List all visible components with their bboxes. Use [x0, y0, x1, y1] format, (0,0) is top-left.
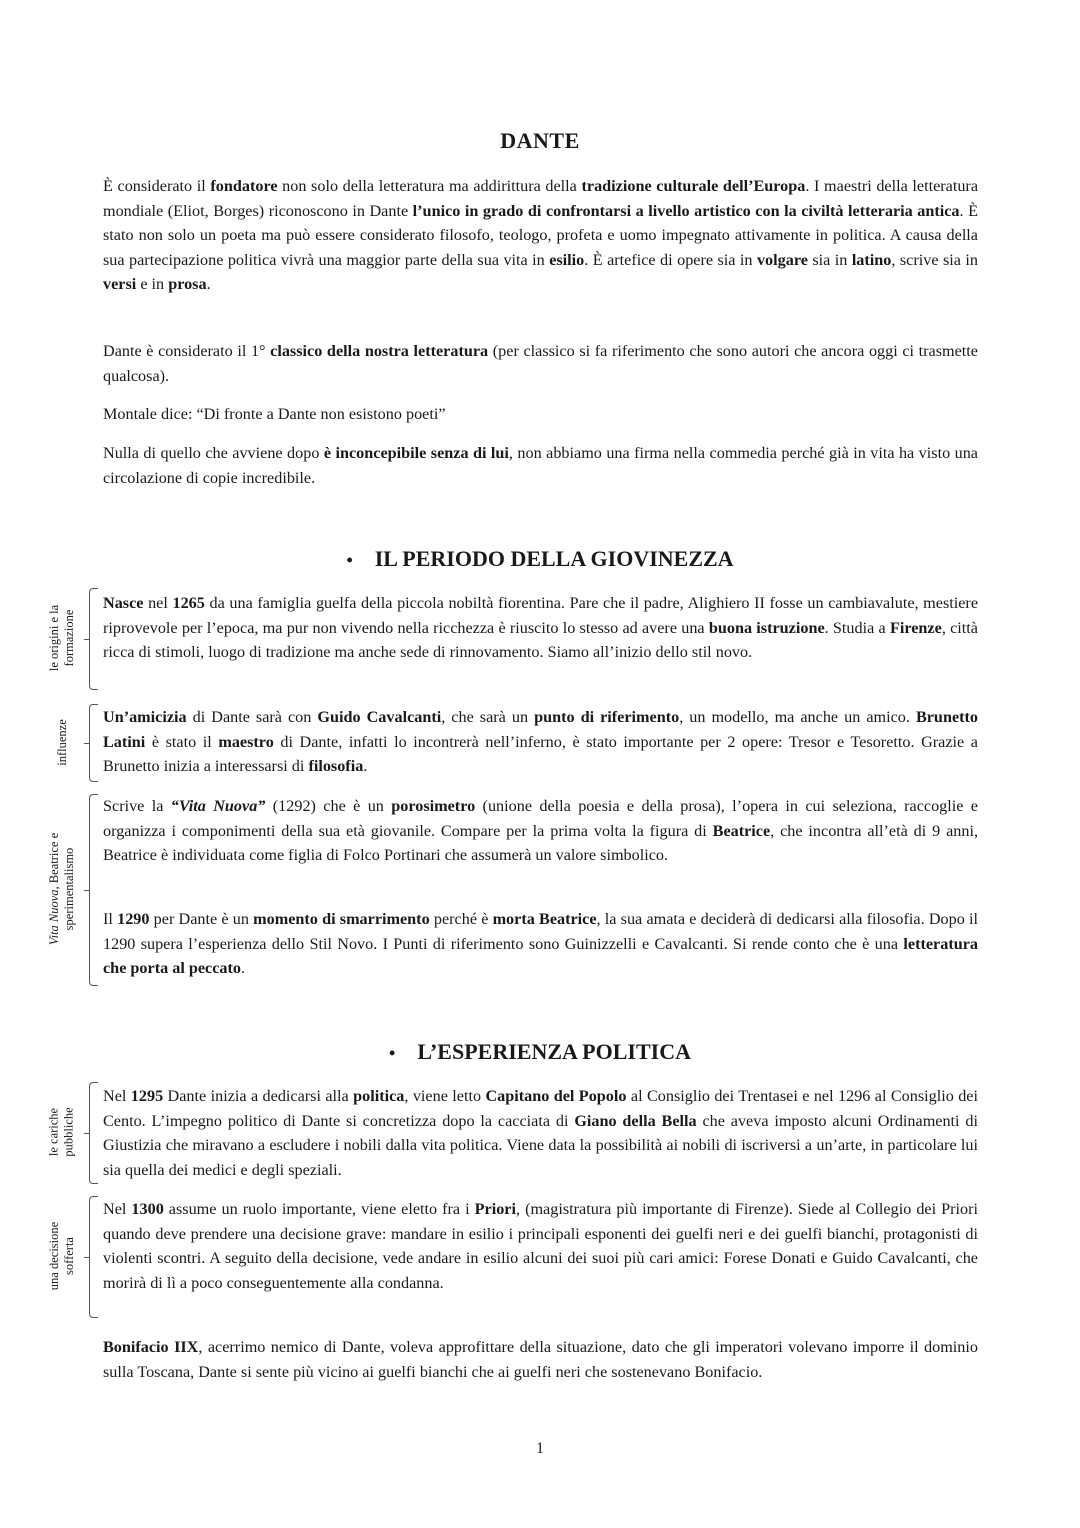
side-note-line: una decisione [47, 1221, 62, 1291]
text-run: nel [143, 594, 173, 612]
bullet-icon: • [389, 1043, 396, 1063]
text-run: politica [353, 1087, 405, 1105]
side-note-line: influenze [54, 718, 69, 766]
side-note-decisione [34, 1196, 90, 1316]
text-run: non solo della letteratura ma addirittura della [277, 177, 582, 195]
paragraph-amicizia [103, 705, 978, 779]
text-run: al Consiglio dei Trentasei e nel 1296 al Consiglio dei Cento. L’impegno politico di Dante si concretizza dopo la cacciata di [103, 1087, 978, 1130]
text-run: , la sua amata e deciderà di dedicarsi alla filosofia. Dopo il 1290 supera l’esperienza dello Stil Novo. I Punti di riferimento sono Guinizzelli e Cavalcanti. Si rende conto che è una [103, 910, 978, 953]
side-note-line: sperimentalismo [62, 847, 77, 931]
side-note-origini [34, 588, 90, 688]
side-note-cariche [34, 1082, 90, 1182]
text-run: sia in [807, 250, 852, 269]
text-run: Giano della Bella [574, 1111, 697, 1130]
text-run: assume un ruolo importante, viene eletto fra i [163, 1200, 475, 1218]
margin-bracket [89, 1196, 98, 1318]
text-run: da una famiglia guelfa della piccola nobiltà fiorentina. Pare che il padre, Alighiero II fosse un cambiavalute, mestiere riprovevole per l’epoca, ma pur non vivendo nella ricchezza è riuscito lo stesso ad avere una [103, 594, 979, 637]
text-run: Beatrice [712, 821, 771, 840]
text-run: esilio [549, 250, 585, 269]
paragraph-1300 [103, 1197, 978, 1295]
text-run: porosimetro [391, 797, 476, 815]
text-run: di Dante sarà con [186, 708, 318, 726]
text-run: buona istruzione [708, 618, 825, 637]
text-run: , acerrimo nemico di Dante, voleva approfittare della situazione, dato che gli imperatori volevano imporre il dominio sulla Toscana, Dante si sente più vicino ai guelfi bianchi che ai guelfi neri che sostenevano Bonifacio. [103, 1338, 978, 1381]
text-run: fondatore [210, 177, 278, 195]
text-run: volgare [756, 250, 808, 269]
text-run: , che incontra all’età di 9 anni, Beatrice è individuata come figlia di Folco Portinari che assumerà un valore simbolico. [103, 821, 978, 865]
text-run: Guido Cavalcanti [317, 708, 442, 726]
side-note-line: le cariche [46, 1107, 61, 1157]
text-run: (per classico si fa riferimento che sono autori che ancora oggi ci trasmette qualcosa). [103, 342, 978, 385]
text-run: che aveva imposto alcuni Ordinamenti di Giustizia che miravano a escludere i nobili dalla vita politica. Viene data la possibilità ai nobili di iscriversi a un’arte, in particolare lui sia quella dei medici e degli speziali. [103, 1111, 978, 1179]
text-run: 1295 [130, 1087, 164, 1105]
page-number: 1 [536, 1440, 544, 1457]
text-run: . [206, 275, 211, 294]
text-run: Brunetto Latini [103, 708, 978, 751]
intro-paragraph-4 [103, 441, 978, 490]
text-run: filosofia [308, 757, 364, 776]
section-heading-text: L’ESPERIENZA POLITICA [417, 1039, 691, 1064]
text-run: classico della nostra letteratura [270, 342, 489, 360]
text-run: di Dante, infatti lo incontrerà nell’inferno, è stato importante per 2 opere: Tresor e Tesoretto. Grazie a Brunetto inizia a interessarsi di [103, 732, 978, 776]
text-run: Dante è considerato il 1° [103, 342, 271, 360]
text-run: Nasce [103, 594, 144, 612]
text-run: 1300 [131, 1200, 164, 1218]
text-run: latino [851, 250, 892, 269]
side-note-line: sofferta [62, 1237, 77, 1275]
margin-bracket [89, 1082, 98, 1184]
text-run: 1265 [172, 594, 205, 612]
text-run: Nel [103, 1087, 131, 1105]
text-run: , non abbiamo una firma nella commedia perché già in vita ha visto una circolazione di copie incredibile. [103, 444, 978, 487]
text-run: morta Beatrice [492, 910, 597, 928]
text-run: , città ricca di stimoli, luogo di tradizione ma anche sede di rinnovamento. Siamo all’inizio dello stil novo. [103, 618, 978, 662]
text-run: è stato il [145, 732, 219, 751]
text-run: , un modello, ma anche un amico. [679, 708, 916, 726]
section-heading-giovinezza [0, 546, 1080, 572]
text-run: . È artefice di opere sia in [584, 250, 757, 269]
text-run: , che sarà un [441, 708, 535, 726]
side-note-line: Vita Nuova, Beatrice e [47, 832, 62, 946]
text-run: tradizione culturale dell’Europa [581, 177, 806, 195]
paragraph-1290 [103, 907, 978, 981]
text-run: Il [103, 910, 118, 928]
text-run: perché è [429, 910, 493, 928]
text-run: l’unico in grado di confrontarsi a livello artistico con la civiltà letteraria antica [412, 201, 960, 220]
intro-paragraph-1 [103, 174, 978, 297]
paragraph-nascita [103, 591, 978, 665]
paragraph-bonifacio [103, 1335, 978, 1384]
text-run: Priori [474, 1200, 516, 1218]
text-run: letteratura che porta al peccato [103, 934, 978, 978]
text-run: . [363, 757, 368, 776]
text-run: . Studia a [824, 618, 890, 637]
text-run: maestro [218, 732, 274, 751]
intro-paragraph-3 [103, 402, 978, 427]
intro-paragraph-2 [103, 339, 978, 388]
bullet-icon: • [346, 550, 353, 570]
side-note-line: le origini e la [47, 604, 62, 672]
text-run: è inconcepibile senza di lui [323, 444, 509, 462]
margin-bracket [89, 794, 98, 986]
text-run: e in [136, 275, 169, 294]
text-run: Nulla di quello che avviene dopo [103, 444, 324, 462]
text-run: , scrive sia in [891, 250, 978, 269]
text-run: momento di smarrimento [253, 910, 430, 928]
text-run: Dante inizia a dedicarsi alla [163, 1087, 354, 1105]
text-run: versi [103, 275, 137, 294]
text-run: . [241, 959, 246, 978]
paragraph-vita-nuova [103, 794, 978, 868]
text-run: È considerato il [103, 177, 211, 195]
text-run: . I maestri della letteratura mondiale (Eliot, Borges) riconoscono in Dante [103, 177, 979, 220]
text-run: punto di riferimento [534, 708, 680, 726]
text-run: (unione della poesia e della prosa), l’opera in cui seleziona, raccoglie e organizza i componimenti della sua età giovanile. Compare per la prima volta la figura di [103, 797, 978, 840]
side-note-line: formazione [62, 609, 77, 667]
text-run: , viene letto [404, 1087, 486, 1105]
text-run: Capitano del Popolo [485, 1087, 627, 1105]
margin-bracket [89, 588, 98, 690]
text-run: Montale dice: “Di fronte a Dante non esistono poeti” [103, 405, 446, 423]
text-run: Bonifacio IIX [103, 1338, 199, 1356]
text-run: prosa [168, 275, 207, 294]
section-heading-politica [0, 1039, 1080, 1065]
text-run: (1292) che è un [265, 797, 392, 815]
text-run: . È stato non solo un poeta ma può essere considerato filosofo, teologo, profeta e uomo impegnato attivamente in politica. A causa della sua partecipazione politica vivrà una maggior parte della sua vita in [103, 201, 978, 269]
paragraph-1295 [103, 1084, 978, 1182]
side-note-line: pubbliche [61, 1107, 76, 1157]
text-run: “Vita Nuova” [170, 797, 266, 815]
text-run: Nel [103, 1200, 132, 1218]
text-run: Scrive la [103, 797, 171, 815]
text-run: Firenze [889, 618, 942, 637]
text-run: per Dante è un [149, 910, 254, 928]
page-title: DANTE [500, 128, 580, 153]
text-run: , (magistratura più importante di Firenze). Siede al Collegio dei Priori quando deve prendere una decisione grave: mandare in esilio i principali esponenti dei guelfi neri e dei guelfi bianchi, protagonisti di violenti scontri. A seguito della decisione, vede andare in esilio alcuni dei suoi più cari amici: Forese Donati e Guido Cavalcanti, che morirà di lì a poco conseguentemente alla condanna. [103, 1200, 978, 1292]
text-run: Un’amicizia [103, 708, 187, 726]
side-note-vita-nuova [34, 794, 90, 984]
side-note-influenze [34, 704, 90, 780]
section-heading-text: IL PERIODO DELLA GIOVINEZZA [374, 546, 734, 571]
text-run: 1290 [117, 910, 150, 928]
margin-bracket [89, 704, 98, 782]
